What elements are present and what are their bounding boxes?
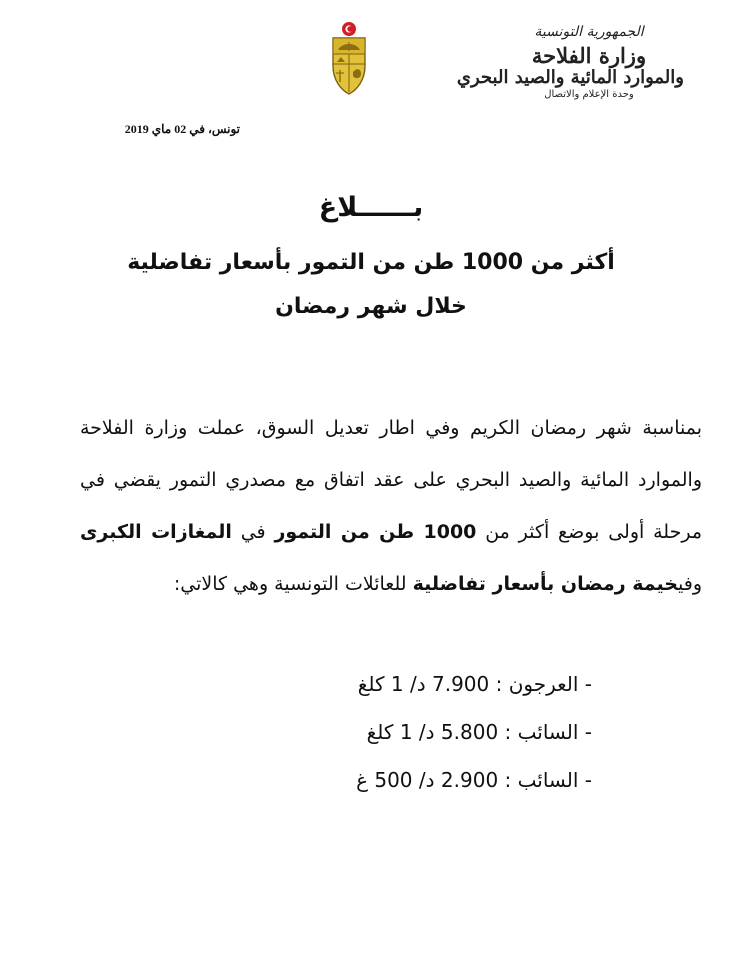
- document-subtitle-line1: أكثر من 1000 طن من التمور بأسعار تفاضلية: [127, 250, 615, 275]
- announcement-body: [80, 402, 702, 610]
- price-list: [192, 660, 592, 804]
- body-bold-quantity: 1000 طن من التمور: [274, 521, 477, 543]
- price-item-loose-500g: - السائب : 2.900 د/ 500 غ: [356, 768, 592, 792]
- republic-name: الجمهورية التونسية: [534, 24, 644, 40]
- release-date: تونس، في 02 ماي 2019: [124, 122, 240, 136]
- body-bold-supermarkets: المغازات الكبرى: [80, 521, 232, 543]
- document-subtitle-line2: خلال شهر رمضان: [275, 294, 467, 319]
- ministry-name-line2: والموارد المائية والصيد البحري: [456, 67, 684, 89]
- document-title: بــــــلاغ: [318, 192, 424, 223]
- price-item-loose-1kg: - السائب : 5.800 د/ 1 كلغ: [366, 720, 592, 744]
- communication-unit: وحدة الإعلام والاتصال: [544, 88, 634, 100]
- ministry-name-line1: وزارة الفلاحة: [531, 43, 647, 68]
- body-text-part2: في: [231, 521, 275, 543]
- ministry-letterhead: [456, 24, 684, 101]
- body-bold-ramadan-tent: خيمة رمضان بأسعار تفاضلية: [412, 573, 678, 595]
- body-text-part4: للعائلات التونسية وهي كالاتي:: [173, 573, 413, 595]
- price-item-arjoun: - العرجون : 7.900 د/ 1 كلغ: [357, 672, 592, 696]
- tunisia-coat-of-arms-icon: [326, 20, 372, 98]
- body-text-part3: وفي: [678, 573, 702, 595]
- body-text-part1: بمناسبة شهر رمضان الكريم وفي اطار تعديل السوق، عملت وزارة الفلاحة والموارد المائية والصيد البحري على عقد اتفاق مع مصدري التمور يقضي في مرحلة أولى بوضع أكثر من: [80, 417, 702, 543]
